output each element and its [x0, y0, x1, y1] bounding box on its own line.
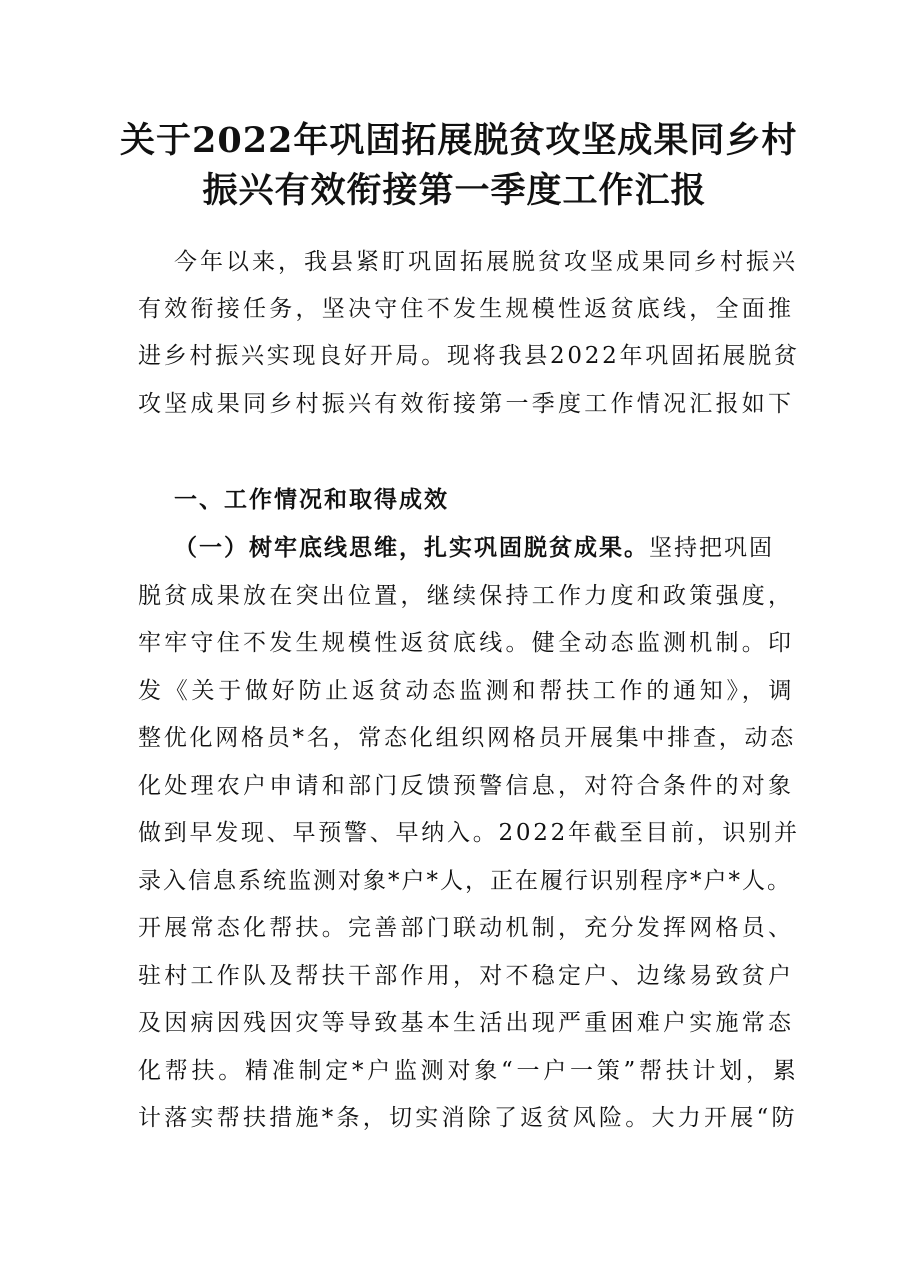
section-heading: 一、工作情况和取得成效 — [174, 486, 449, 513]
intro-line-4: 攻坚成果同乡村振兴有效衔接第一季度工作情况汇报如下 — [138, 391, 795, 417]
body-line-8: 录入信息系统监测对象*户*人，正在履行识别程序*户*人。 — [138, 868, 792, 894]
intro-line-1: 今年以来，我县紧盯巩固拓展脱贫攻坚成果同乡村振兴 — [174, 249, 798, 275]
subsection-heading: （一）树牢底线思维，扎实巩固脱贫成果。 — [174, 534, 649, 561]
body-line-5: 整优化网格员*名，常态化组织网格员开展集中排查，动态 — [138, 725, 796, 751]
body-line-2: 脱贫成果放在突出位置，继续保持工作力度和政策强度， — [138, 583, 795, 609]
subsection-paragraph-first-line — [174, 533, 774, 563]
title-line-1: 关于2022年巩固拓展脱贫攻坚成果同乡村 — [120, 120, 798, 161]
document-title — [120, 116, 798, 216]
title-line-2: 振兴有效衔接第一季度工作汇报 — [202, 170, 707, 211]
intro-line-3: 进乡村振兴实现良好开局。现将我县2022年巩固拓展脱贫 — [138, 343, 800, 369]
body-line-9: 开展常态化帮扶。完善部门联动机制，充分发挥网格员、 — [138, 915, 795, 941]
body-line-10: 驻村工作队及帮扶干部作用，对不稳定户、边缘易致贫户 — [138, 963, 795, 989]
intro-line-2: 有效衔接任务，坚决守住不发生规模性返贫底线，全面推 — [138, 296, 795, 322]
body-line-3: 牢牢守住不发生规模性返贫底线。健全动态监测机制。印 — [138, 630, 795, 656]
body-line-13: 计落实帮扶措施*条，切实消除了返贫风险。大力开展“防 — [138, 1105, 798, 1131]
body-line-12: 化帮扶。精准制定*户监测对象“一户一策”帮扶计划，累 — [138, 1058, 800, 1084]
body-line-1: 坚持把巩固 — [649, 535, 774, 561]
body-line-4: 发《关于做好防止返贫动态监测和帮扶工作的通知》，调 — [138, 678, 796, 704]
body-line-7: 做到早发现、早预警、早纳入。2022年截至目前，识别并 — [138, 820, 800, 846]
body-line-6: 化处理农户申请和部门反馈预警信息，对符合条件的对象 — [138, 773, 795, 799]
body-line-11: 及因病因残因灾等导致基本生活出现严重困难户实施常态 — [138, 1010, 795, 1036]
